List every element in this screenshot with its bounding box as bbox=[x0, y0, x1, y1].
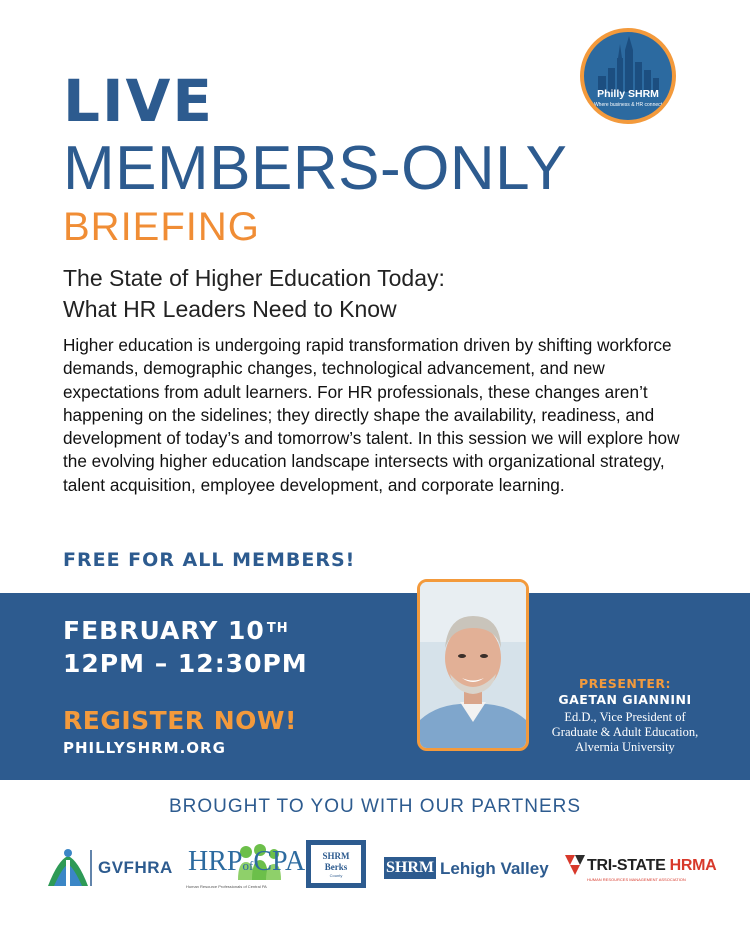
hrp-of-text: of bbox=[242, 858, 254, 873]
presenter-label: PRESENTER: bbox=[578, 676, 672, 691]
gvfhra-text: GVFHRA bbox=[98, 858, 173, 877]
event-date-suffix: TH bbox=[266, 621, 289, 636]
shrm-lehigh-valley-logo bbox=[384, 856, 554, 882]
tri-state-text-b: HRMA bbox=[669, 857, 717, 874]
presenter-bio-line1: Ed.D., Vice President of bbox=[564, 710, 686, 724]
hrp-main-text: HRP bbox=[188, 846, 243, 877]
shrm-berks-logo bbox=[306, 840, 366, 888]
hrp-subtitle: Human Resource Professionals of Central PA bbox=[186, 884, 267, 889]
tri-state-subtitle: HUMAN RESOURCES MANAGEMENT ASSOCIATION bbox=[587, 877, 686, 882]
hrp-cpa-logo bbox=[186, 840, 306, 892]
shrm-berks-inner bbox=[311, 845, 361, 883]
presenter-name: GAETAN GIANNINI bbox=[558, 692, 692, 707]
tri-state-hrma-logo bbox=[565, 851, 717, 887]
event-date-text: FEBRUARY 10 bbox=[63, 616, 265, 645]
philly-shrm-logo bbox=[580, 28, 676, 124]
hrp-text bbox=[188, 846, 305, 878]
session-title-line1: The State of Higher Education Today: bbox=[63, 265, 445, 291]
logo-name: Philly SHRM bbox=[597, 88, 659, 100]
presenter-bio bbox=[530, 710, 720, 755]
berks-line3: County bbox=[329, 873, 343, 878]
presenter-bio-line2: Graduate & Adult Education, bbox=[551, 725, 699, 739]
session-title bbox=[63, 263, 445, 325]
website-link[interactable]: PHILLYSHRM.ORG bbox=[63, 739, 226, 757]
lehigh-shrm-box: SHRM bbox=[384, 857, 436, 879]
presenter-portrait bbox=[420, 582, 526, 748]
berks-line2: Berks bbox=[324, 862, 348, 872]
lehigh-text: Lehigh Valley bbox=[440, 859, 549, 878]
register-now[interactable]: REGISTER NOW! bbox=[63, 706, 297, 735]
event-time: 12PM – 12:30PM bbox=[63, 649, 308, 678]
headline-live: LIVE bbox=[63, 67, 215, 135]
headline-members-only: MEMBERS-ONLY bbox=[63, 134, 568, 203]
headline-briefing: BRIEFING bbox=[63, 205, 260, 249]
session-description: Higher education is undergoing rapid transformation driven by shifting workforce demands, demographic changes, technological advancement, and new expectations from adult learners. For HR professionals, these changes aren’t happening on the sidelines; they directly shape the availability, readiness, and development of today’s and tomorrow’s talent. In this session we will explore how the evolving higher education landscape intersects with organizational strategy, talent acquisition, employee development, and corporate learning. bbox=[63, 335, 680, 495]
hrp-cpa-text: CPA bbox=[253, 846, 306, 877]
gvfhra-emblem-icon bbox=[44, 846, 94, 888]
berks-line1: SHRM bbox=[322, 851, 350, 861]
event-date bbox=[63, 615, 289, 647]
partners-heading: BROUGHT TO YOU WITH OUR PARTNERS bbox=[168, 796, 582, 817]
tri-state-text-a: TRI-STATE bbox=[587, 857, 670, 874]
free-for-members: FREE FOR ALL MEMBERS! bbox=[63, 549, 356, 571]
presenter-bio-line3: Alvernia University bbox=[575, 740, 675, 754]
tri-state-text bbox=[587, 857, 716, 875]
tri-state-emblem-icon bbox=[565, 853, 585, 877]
presenter-photo bbox=[417, 579, 529, 751]
logo-tagline: Where business & HR connect bbox=[593, 102, 663, 108]
session-title-line2: What HR Leaders Need to Know bbox=[63, 296, 397, 322]
gvfhra-logo bbox=[44, 846, 174, 888]
